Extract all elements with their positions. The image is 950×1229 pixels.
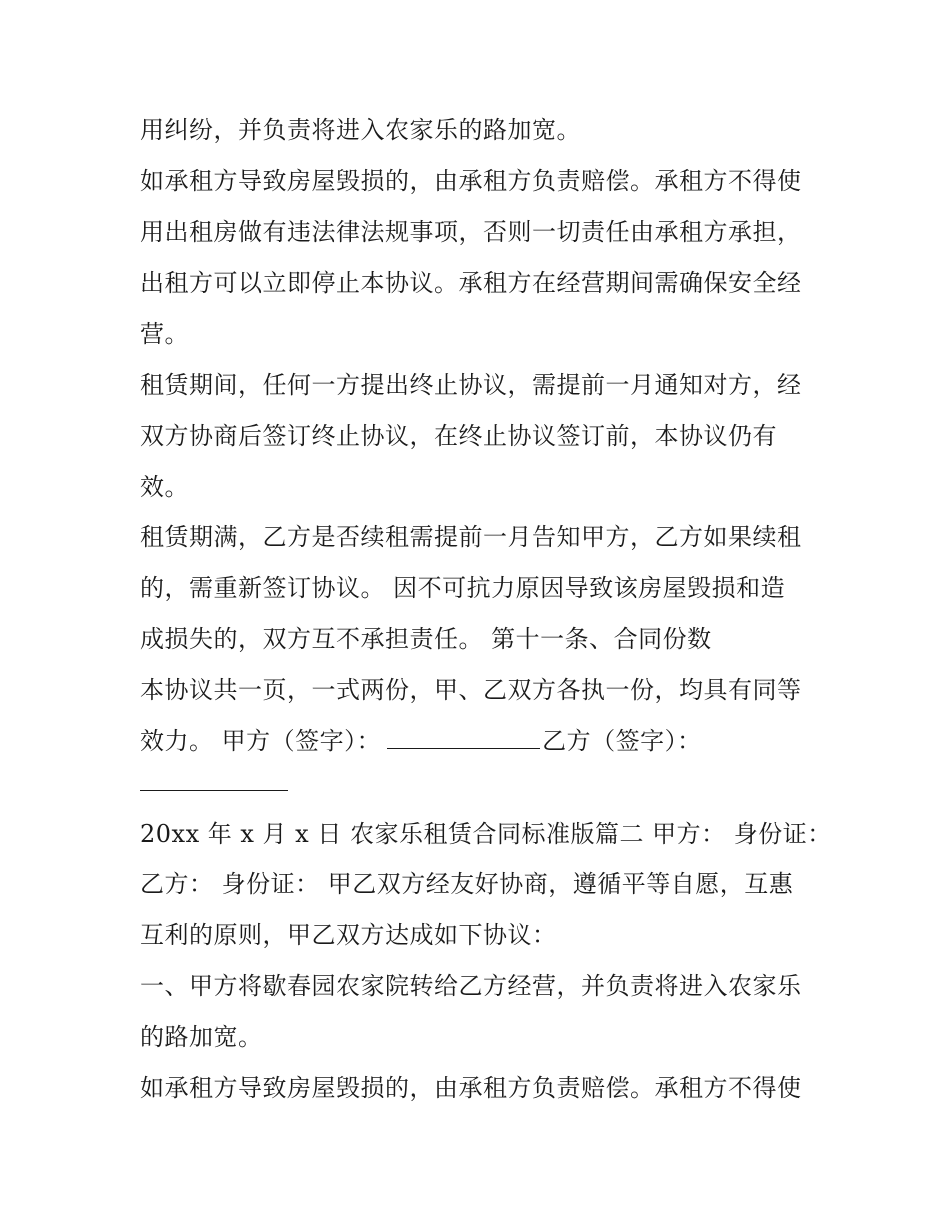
text-line: 营。 xyxy=(140,320,189,348)
text-line: 20xx 年 x 月 x 日 农家乐租赁合同标准版篇二 甲方： 身份证： xyxy=(140,820,832,848)
party-a-signature-blank xyxy=(387,726,540,749)
text-line: 的，需重新签订协议。 因不可抗力原因导致该房屋毁损和造 xyxy=(140,574,786,602)
text-line: 如承租方导致房屋毁损的，由承租方负责赔偿。承租方不得使 xyxy=(140,1074,802,1102)
text-line: 一、甲方将歇春园农家院转给乙方经营，并负责将进入农家乐 xyxy=(140,972,802,1000)
text-line: 租赁期满，乙方是否续租需提前一月告知甲方，乙方如果续租 xyxy=(140,523,802,551)
text-line: 成损失的，双方互不承担责任。 第十一条、合同份数 xyxy=(140,625,712,653)
text-line: 互利的原则，甲乙双方达成如下协议： xyxy=(140,921,557,949)
text-line: 用纠纷，并负责将进入农家乐的路加宽。 xyxy=(140,116,581,144)
party-b-signature-label: 乙方（签字）： xyxy=(542,727,702,755)
text-line: 双方协商后签订终止协议，在终止协议签订前，本协议仍有 xyxy=(140,422,777,450)
text-line: 乙方： 身份证： 甲乙双方经友好协商，遵循平等自愿，互惠 xyxy=(140,870,794,898)
text-line: 本协议共一页，一式两份，甲、乙双方各执一份，均具有同等 xyxy=(140,676,802,704)
signature-lead-text: 效力。 甲方（签字）： xyxy=(140,727,382,755)
signature-line xyxy=(140,726,702,756)
text-line: 如承租方导致房屋毁损的，由承租方负责赔偿。承租方不得使 xyxy=(140,167,802,195)
text-line: 租赁期间，任何一方提出终止协议，需提前一月通知对方，经 xyxy=(140,371,802,399)
text-line: 出租方可以立即停止本协议。承租方在经营期间需确保安全经 xyxy=(140,269,802,297)
text-line: 用出租房做有违法律法规事项，否则一切责任由承租方承担， xyxy=(140,218,802,246)
text-line: 效。 xyxy=(140,473,189,501)
party-b-signature-blank xyxy=(140,790,288,791)
text-line: 的路加宽。 xyxy=(140,1023,263,1051)
